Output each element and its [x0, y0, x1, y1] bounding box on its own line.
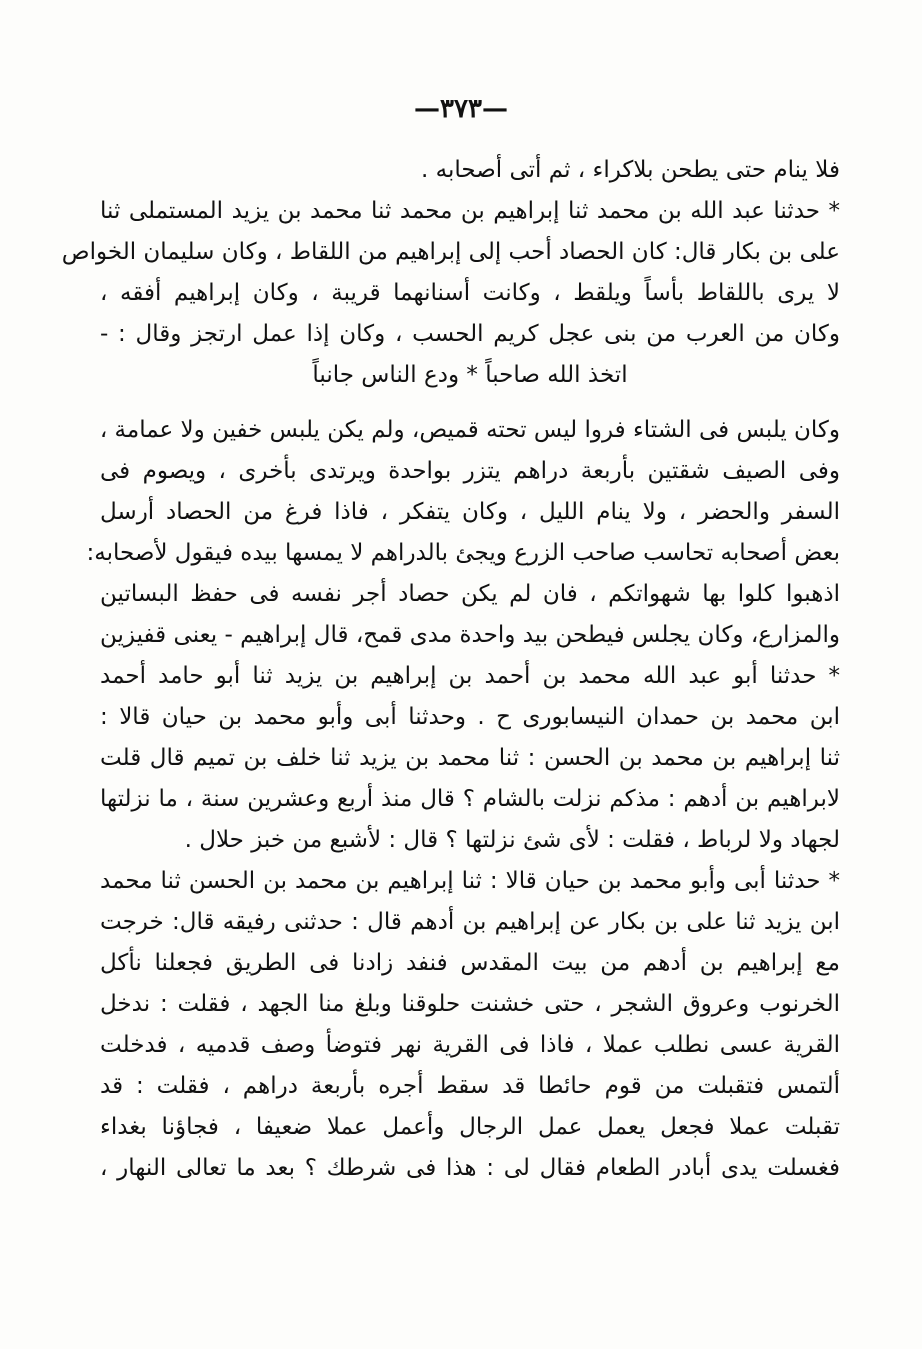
text-line: فغسلت يدى أبادر الطعام فقال لى : هذا فى شرطك ؟ بعد ما تعالى النهار ،	[100, 1155, 840, 1181]
text-line: السفر والحضر ، ولا ينام الليل ، وكان يتفكر ، فاذا فرغ من الحصاد أرسل	[100, 499, 840, 525]
text-line: لابراهيم بن أدهم : مذكم نزلت بالشام ؟ قال منذ أربع وعشرين سنة ، ما نزلتها	[100, 786, 840, 812]
text-line: وكان من العرب من بنى عجل كريم الحسب ، وكان إذا عمل ارتجز وقال : -	[100, 321, 840, 347]
text-line: مع إبراهيم بن أدهم من بيت المقدس فنفد زادنا فى الطريق فجعلنا نأكل	[100, 950, 840, 976]
text-line: القرية عسى نطلب عملا ، فاذا فى القرية نهر فتوضأ وصف قدميه ، فدخلت	[100, 1032, 840, 1058]
text-line: ابن محمد بن حمدان النيسابورى ح . وحدثنا أبى وأبو محمد بن حيان قالا :	[100, 704, 840, 730]
text-line: ألتمس فتقبلت من قوم حائطا قد سقط أجره بأربعة دراهم ، فقلت : قد	[100, 1073, 840, 1099]
text-line: وكان يلبس فى الشتاء فروا ليس تحته قميص، ولم يكن يلبس خفين ولا عمامة ،	[99, 417, 840, 443]
arabic-text-body	[61, 150, 840, 1189]
text-line: تقبلت عملا فجعل يعمل عمل الرجال وأعمل عملا ضعيفا ، فجاؤنا بغداء	[100, 1114, 840, 1140]
paragraph-gap	[100, 396, 840, 410]
text-line: لجهاد ولا لرباط ، فقلت : لأى شئ نزلتها ؟ قال : لأشبع من خبز حلال .	[184, 827, 840, 853]
text-line: * حدثنا أبى وأبو محمد بن حيان قالا : ثنا إبراهيم بن محمد بن الحسن ثنا محمد	[100, 868, 840, 894]
text-line: الخرنوب وعروق الشجر ، حتى خشنت حلوقنا وبلغ منا الجهد ، فقلت : ندخل	[100, 991, 840, 1017]
text-line: فلا ينام حتى يطحن بلاكراء ، ثم أتى أصحابه .	[421, 157, 840, 183]
text-line: ابن يزيد ثنا على بن بكار عن إبراهيم بن أدهم قال : حدثنى رفيقه قال: خرجت	[100, 909, 840, 935]
text-line: * حدثنا عبد الله بن محمد ثنا إبراهيم بن محمد ثنا محمد بن يزيد المستملى ثنا	[100, 198, 840, 224]
text-line: والمزارع، وكان يجلس فيطحن بيد واحدة مدى قمح، قال إبراهيم - يعنى قفيزين	[100, 622, 840, 648]
text-line: بعض أصحابه تحاسب صاحب الزرع ويجئ بالدراهم لا يمسها بيده فيقول لأصحابه:	[86, 540, 840, 566]
verse-line: اتخذ الله صاحباً * ودع الناس جانباً	[312, 362, 628, 388]
text-line: اذهبوا كلوا بها شهواتكم ، فان لم يكن حصاد أجر نفسه فى حفظ البساتين	[100, 581, 840, 607]
text-line: * حدثنا أبو عبد الله محمد بن أحمد بن إبراهيم بن يزيد ثنا أبو حامد أحمد	[100, 663, 840, 689]
text-line: لا يرى باللقاط بأساً ويلقط ، وكانت أسنانهما قريبة ، وكان إبراهيم أفقه ،	[100, 280, 840, 306]
text-line: وفى الصيف شقتين بأربعة دراهم يتزر بواحدة ويرتدى بأخرى ، ويصوم فى	[100, 458, 840, 484]
text-line: ثنا إبراهيم بن محمد بن الحسن : ثنا محمد بن يزيد ثنا خلف بن تميم قال قلت	[100, 745, 840, 771]
text-line: على بن بكار قال: كان الحصاد أحب إلى إبراهيم من اللقاط ، وكان سليمان الخواص	[61, 239, 840, 265]
page-number: —٣٧٣—	[414, 94, 508, 124]
